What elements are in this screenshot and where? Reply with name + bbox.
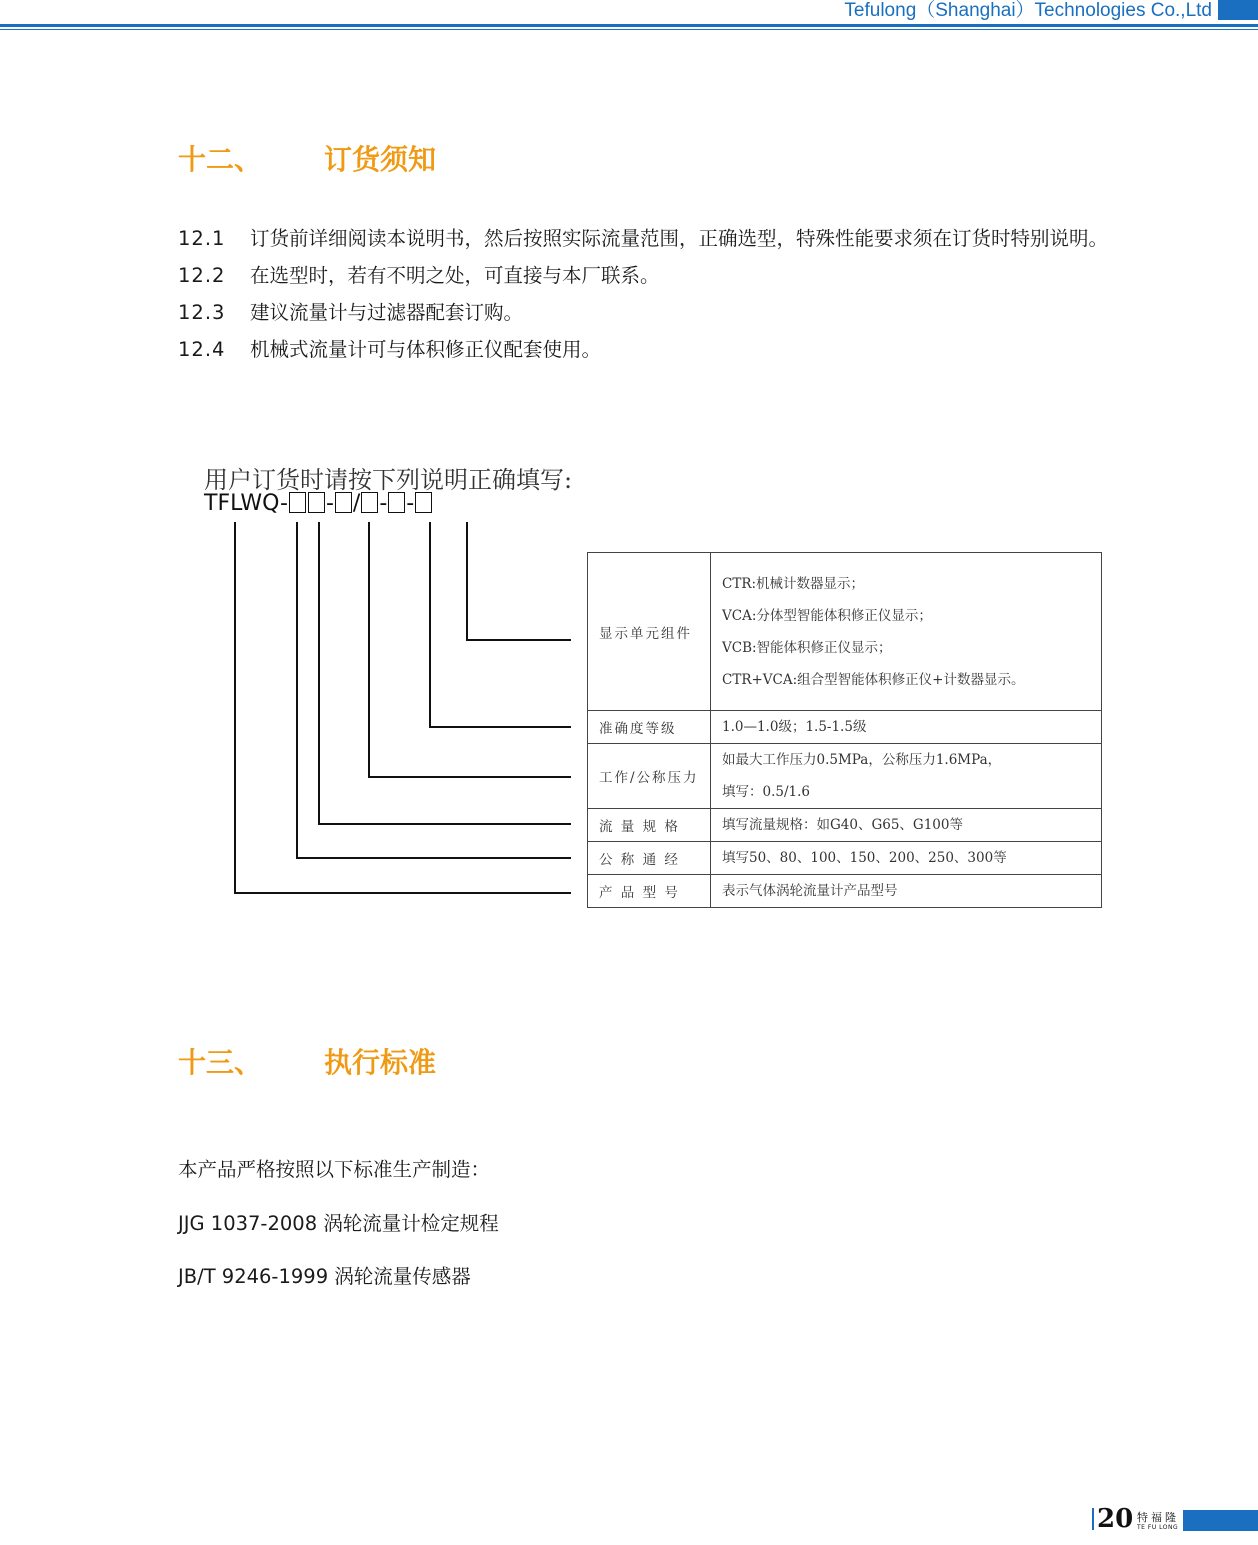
section-13-heading <box>178 1041 436 1081</box>
table-row <box>588 875 1102 908</box>
table-row <box>588 553 1102 711</box>
row-label: 显示单元组件 <box>588 553 711 711</box>
standards-intro: 本产品严格按照以下标准生产制造： <box>178 1158 491 1181</box>
order-spec-table <box>587 552 1102 908</box>
row-label: 流 量 规 格 <box>588 809 711 842</box>
footer-accent-block <box>1183 1510 1258 1531</box>
row-label: 工作/公称压力 <box>588 744 711 809</box>
company-name: Tefulong（Shanghai）Technologies Co.,Ltd <box>844 0 1212 21</box>
table-row <box>588 711 1102 744</box>
connector-product-model <box>235 522 571 893</box>
connector-flow-spec <box>319 522 571 824</box>
item-number: 12.1 <box>178 227 226 250</box>
value-line: VCB:智能体积修正仪显示； <box>722 639 892 656</box>
item-text: 订货前详细阅读本说明书，然后按照实际流量范围，正确选型，特殊性能要求须在订货时特别说明。 <box>250 227 1109 250</box>
connector-display-unit <box>467 522 571 640</box>
table-row <box>588 842 1102 875</box>
code-separator: - <box>379 491 388 516</box>
row-label: 公 称 通 经 <box>588 842 711 875</box>
value-line: CTR:机械计数器显示； <box>722 575 865 592</box>
row-value <box>711 744 1102 809</box>
footer-brand-en: TE FU LONG <box>1137 1524 1179 1531</box>
value-line: 填写：0.5/1.6 <box>722 784 810 800</box>
table-row <box>588 809 1102 842</box>
item-number: 12.4 <box>178 338 226 361</box>
row-label: 准确度等级 <box>588 711 711 744</box>
connector-pressure <box>369 522 571 777</box>
section-13-title: 执行标准 <box>324 1046 437 1079</box>
connector-accuracy <box>430 522 571 727</box>
section-12-title: 订货须知 <box>324 143 437 176</box>
page-number: 20 <box>1097 1504 1134 1534</box>
value-line: 表示气体涡轮流量计产品型号 <box>722 883 898 899</box>
item-text: 建议流量计与过滤器配套订购。 <box>250 301 524 324</box>
item-number: 12.2 <box>178 264 226 287</box>
connector-diameter <box>297 522 571 858</box>
footer-divider <box>1092 1508 1094 1530</box>
section-12-number: 十二、 <box>178 143 263 176</box>
value-line: 如最大工作压力0.5MPa，公称压力1.6MPa， <box>722 752 1002 768</box>
value-line: CTR+VCA:组合型智能体积修正仪+计数器显示。 <box>722 671 1025 688</box>
section-13-number: 十三、 <box>178 1046 263 1079</box>
order-intro: 用户订货时请按下列说明正确填写: <box>204 466 573 494</box>
item-text: 机械式流量计可与体积修正仪配套使用。 <box>250 338 602 361</box>
row-value <box>711 842 1102 875</box>
value-line: VCA:分体型智能体积修正仪显示； <box>722 607 932 624</box>
item-text: 在选型时，若有不明之处，可直接与本厂联系。 <box>250 264 660 287</box>
standard-item: JJG 1037-2008 涡轮流量计检定规程 <box>178 1212 499 1235</box>
row-value <box>711 809 1102 842</box>
footer-brand-cn: 特福隆 <box>1137 1511 1179 1524</box>
code-prefix: TFLWQ- <box>204 491 288 516</box>
code-separator: - <box>406 491 415 516</box>
value-line: 填写流量规格：如G40、G65、G100等 <box>722 817 963 833</box>
value-line: 1.0—1.0级；1.5-1.5级 <box>722 719 867 735</box>
row-label: 产 品 型 号 <box>588 875 711 908</box>
row-value <box>711 553 1102 711</box>
standard-item: JB/T 9246-1999 涡轮流量传感器 <box>178 1265 471 1288</box>
row-value <box>711 711 1102 744</box>
value-line: 填写50、80、100、150、200、250、300等 <box>722 850 1007 866</box>
code-slash: / <box>352 491 361 516</box>
code-separator: - <box>325 491 334 516</box>
row-value <box>711 875 1102 908</box>
item-number: 12.3 <box>178 301 226 324</box>
table-row <box>588 744 1102 809</box>
